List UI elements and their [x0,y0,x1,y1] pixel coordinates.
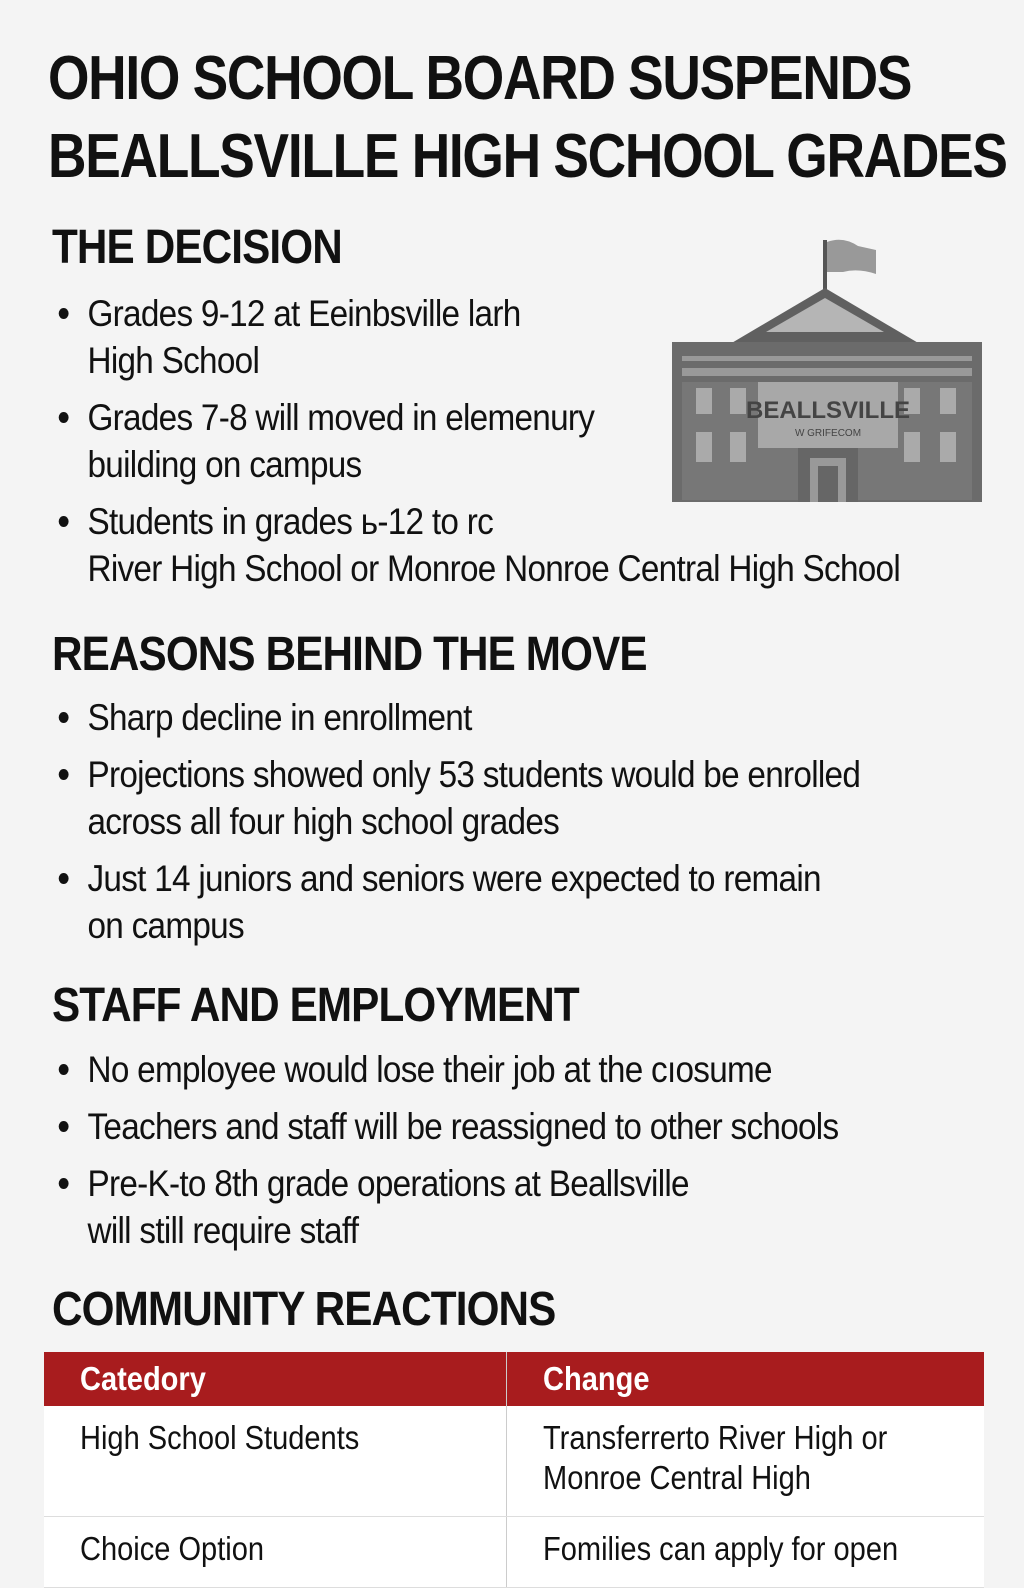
list-item [56,1103,838,1150]
section-heading-staff: STAFF AND EMPLOYMENT [52,979,579,1032]
title-line-2: BEALLSVILLE HIGH SCHOOL GRADES [48,122,1007,191]
list-item [56,498,900,592]
section-heading-decision: THE DECISION [52,221,342,274]
item-text: will still require staff [87,1210,359,1251]
item-text: Students in grades ь-12 to rc [87,501,494,542]
list-item [56,751,860,845]
community-reactions-table [44,1352,984,1588]
cell-change: Fomilies can apply for open [507,1517,985,1588]
title-line-1: OHIO SCHOOL BOARD SUSPENDS [48,44,912,113]
item-text: building on campus [87,444,362,485]
table-row [44,1406,984,1517]
section-heading-reasons: REASONS BEHIND THE MOVE [52,628,647,681]
list-item [56,1160,838,1254]
column-header-change: Change [507,1352,985,1406]
cell-category: High School Students [44,1406,507,1517]
school-building-illustration [668,236,984,502]
door [818,466,838,502]
item-text: Grades 7-8 will moved in elemenury [87,397,595,438]
reasons-list [56,694,950,959]
item-text: No employee would lose their job at the cıosume [87,1049,772,1090]
item-text: River High School or Monroe Nonroe Central High School [87,548,901,589]
item-text: Teachers and staff will be reassigned to other schools [87,1106,839,1147]
item-text: Projections showed only 53 students would be enrolled [87,754,861,795]
item-text: across all four high school grades [87,801,560,842]
cell-category: Choice Option [44,1517,507,1588]
item-text: Just 14 juniors and seniors were expected to remain [87,858,821,899]
flag-icon [827,240,876,274]
table-row [44,1517,984,1588]
list-item [56,1046,838,1093]
item-text: Sharp decline in enrollment [87,697,472,738]
section-heading-community: COMMUNITY REACTIONS [52,1283,556,1336]
item-text: High School [87,340,260,381]
staff-list [56,1046,925,1264]
sign-text: BEALLSVILLE [745,397,911,424]
list-item [56,694,860,741]
cell-change: Transferrerto River High or Monroe Central High [507,1406,985,1517]
item-text: Grades 9-12 at Eeinbsville larh [87,293,521,334]
list-item [56,855,860,949]
sign-subtext: W GRIFECOM [794,428,862,439]
item-text: on campus [87,905,244,946]
item-text: Pre-K-to 8th grade operations at Beallsville [87,1163,689,1204]
page-title [48,40,1007,196]
column-header-category: Catedory [44,1352,507,1406]
